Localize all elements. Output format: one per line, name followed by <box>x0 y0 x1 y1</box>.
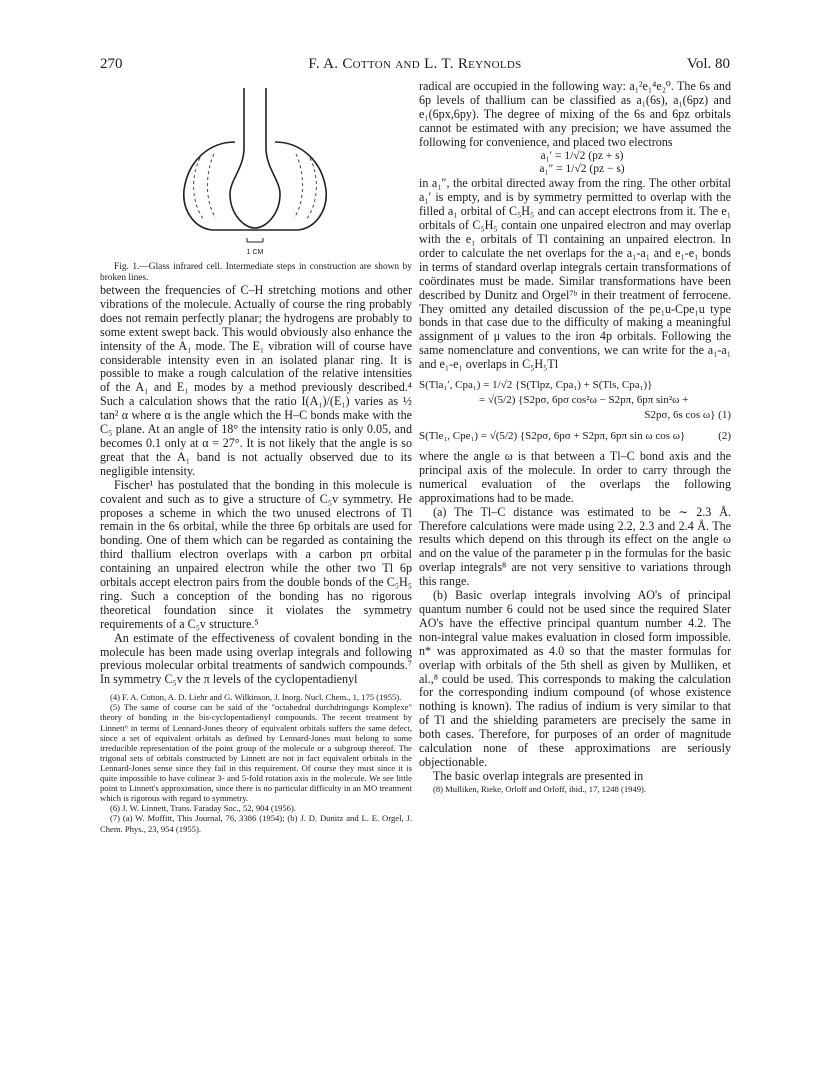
footnote-7: (7) (a) W. Moffitt, This Journal, 76, 3386 (1954); (b) J. D. Dunitz and L. E. Orgel, J. Chem. Phys., 23, 954 (1955). <box>100 813 412 834</box>
equation-a1-double-prime: a₁″ = 1/√2 (pz − s) <box>539 163 625 176</box>
equation-a1-prime: a₁′ = 1/√2 (pz + s) <box>540 149 624 162</box>
running-head-authors: F. A. Cotton and L. T. Reynolds <box>308 56 522 72</box>
right-paragraph-6: The basic overlap integrals are presented in <box>433 768 644 783</box>
equation-1-line-2: = √(5/2) {S2pσ, 6pσ cos²ω − S2pπ, 6pπ sin²ω + <box>479 394 689 407</box>
footnote-5: (5) The same of course can be said of the "octahedral durchdringungs Komplexe" theory of bonding in the bis-cyclopentadienyl compounds. The recent treatment by Linnett⁶ in terms of Lennard-Jones theory of equivalent orbitals suffers the same defect, since a set of equivalent orbitals as defined by Lennard-Jones must belong to some irreducible representation of the point group of the molecule or a subgroup thereof. The trigonal sets of orbitals constructed by Linnett are not in fact equivalent orbitals in the Lennard-Jones sense since they fail in this requirement. Of course they must since it is quite impossible to have colinear 3- and 5-fold rotation axis in the molecule. We see little point to Linnett's approximation, since there is no particular difficulty in an MO treatment which is rigorous with regard to symmetry. <box>100 702 412 804</box>
caption-text: —Glass infrared cell. Intermediate steps in construction are shown by broken lines. <box>100 262 412 283</box>
right-paragraph-2: in a₁″, the orbital directed away from the ring. The other orbital a₁′ is empty, and is by symmetry permitted to overlap with the filled a₁ orbital of C₅H₅ and can accept electrons from it. The e₁ orbitals of C₅H₅ contain one unpaired electron and may overlap with the e₁ orbitals of Tl containing an unpaired electron. In order to calculate the net overlaps for the a₁-a₁ and e₁-e₁ bonds in terms of standard overlap integrals certain transformations of coördinates must be made. Similar transformations have been described by Dunitz and Orgel⁷ᵇ in their treatment of ferrocene. They omitted any detailed discussion of the pe₁u-Cpe₁u type bonds in that case due to the difficulty of making a meaningful assignment of μ values to the iron 4p orbitals. Following the same nomenclature and conventions, we can write for the a₁-a₁ and e₁-e₁ overlaps in C₅H₅Tl <box>419 176 731 372</box>
volume-label: Vol. 80 <box>686 56 730 72</box>
equation-1 <box>419 378 731 423</box>
left-paragraph-1: between the frequencies of C–H stretching motions and other vibrations of the molecule. Actually of course the ring probably does not remain perfectly planar; the hydrogens are probably to some extent swept back. This would obviously also enhance the intensity of the A₁ mode. The E₁ vibration will of course have considerable intensity even in an isolated planar ring. It is possible to make a rough calculation of the relative intensities of the A₁ and E₁ modes by a method previously described.⁴ Such a calculation shows that the ratio I(A₁)/(E₁) varies as ½ tan² α where α is the angle which the H–C bonds make with the C₅ plane. At an angle of 18° the intensity ratio is only 0.05, and becomes 0.1 only at α = 27°. It is not likely that the angle is so great that the A₁ band is not actually observed due to its negligible intensity. <box>100 283 412 478</box>
equation-2-number: (2) <box>718 430 731 443</box>
figure-1 <box>100 80 412 260</box>
figure-caption <box>100 262 412 284</box>
scale-label: 1 CM <box>246 249 264 256</box>
footnotes <box>100 692 412 833</box>
footnote-6: (6) J. W. Linnett, Trans. Faraday Soc., 52, 904 (1956). <box>110 803 296 814</box>
left-paragraph-2: Fischer¹ has postulated that the bonding in this molecule is covalent and such as to give a structure of C₅v symmetry. He proposes a scheme in which the two unused electrons of Tl remain in the 6s orbital, while the three 6p orbitals are used for bonding. One of them which can be regarded as containing the third thallium electron overlaps with a carbon pπ orbital containing an unpaired electron while the other two Tl 6p orbitals accept electron pairs from the double bonds of the C₅H₅ ring. Such a conception of the bonding has no rigorous theoretical foundation since it violates the symmetry requirements of a C₅v structure.⁵ <box>100 477 412 631</box>
right-paragraph-4: (a) The Tl–C distance was estimated to be ∼ 2.3 Å. Therefore calculations were made using 2.2, 2.3 and 2.4 Å. The results which depend on this through its effect on the angle ω and on the value of the parameter p in the formulas for the basic overlap integrals⁸ are not very sensitive to variations through this range. <box>419 504 731 589</box>
glass-cell-drawing <box>170 80 340 260</box>
equation-1-line-3 <box>419 408 731 423</box>
equation-1-number: (1) <box>718 409 731 422</box>
footnote-4: (4) F. A. Cotton, A. D. Liehr and G. Wilkinson, J. Inorg. Nucl. Chem., 1, 175 (1955). <box>110 692 402 703</box>
equation-1-line-1: S(Tla₁′, Cpa₁) = 1/√2 {S(Tlpz, Cpa₁) + S(Tls, Cpa₁)} <box>419 379 653 392</box>
caption-label: Fig. 1. <box>114 262 140 272</box>
right-paragraph-3: where the angle ω is that between a Tl–C bond axis and the principal axis of the molecule. In order to carry through the numerical evaluation of the overlaps the following approximations had to be made. <box>419 449 731 505</box>
right-column <box>419 80 731 794</box>
equation-2-text: S(Tle₁, Cpe₁) = √(5/2) {S2pσ, 6pσ + S2pπ, 6pπ sin ω cos ω} <box>419 430 686 443</box>
equation-2 <box>419 429 731 444</box>
footnote-8: (8) Mulliken, Rieke, Orloff and Orloff, ibid., 17, 1248 (1949). <box>433 783 647 794</box>
left-paragraph-3: An estimate of the effectiveness of covalent bonding in the molecule has been made using overlap integrals and following previous molecular orbital treatments of sandwich compounds.⁷ In symmetry C₅v the π levels of the cyclopentadienyl <box>100 630 412 687</box>
equation-1-line-3-text: S2pσ, 6s cos ω} <box>644 409 716 422</box>
running-head <box>100 56 730 76</box>
right-paragraph-5: (b) Basic overlap integrals involving AO's of principal quantum number 6 could not be used since the required Slater AO's have the effective principal quantum number 4.2. The non-integral value makes evaluation in closed form impossible. n* was approximated as 4.0 so that the master formulas for overlap with orbitals of the 5th shell as given by Mulliken, et al.,⁸ could be used. This corresponds to making the calculation for the corresponding indium compound (of whose existence nothing is known). The radius of indium is very similar to that of Tl and the shielding parameters are precisely the same in both cases. Therefore, for purposes of an order of magnitude calculation none of these approximations are seriously objectionable. <box>419 588 731 769</box>
right-paragraph-1: radical are occupied in the following way: a₁²e₁⁴e₂⁰. The 6s and 6p levels of thallium can be classified as a₁(6s), a₁(6pz) and e₁(6px,6py). The degree of mixing of the 6s and 6pz orbitals cannot be estimated with any precision; we have assumed the following for convenience, and placed two electrons <box>419 79 731 149</box>
page-number: 270 <box>100 56 123 72</box>
left-column <box>100 80 412 834</box>
